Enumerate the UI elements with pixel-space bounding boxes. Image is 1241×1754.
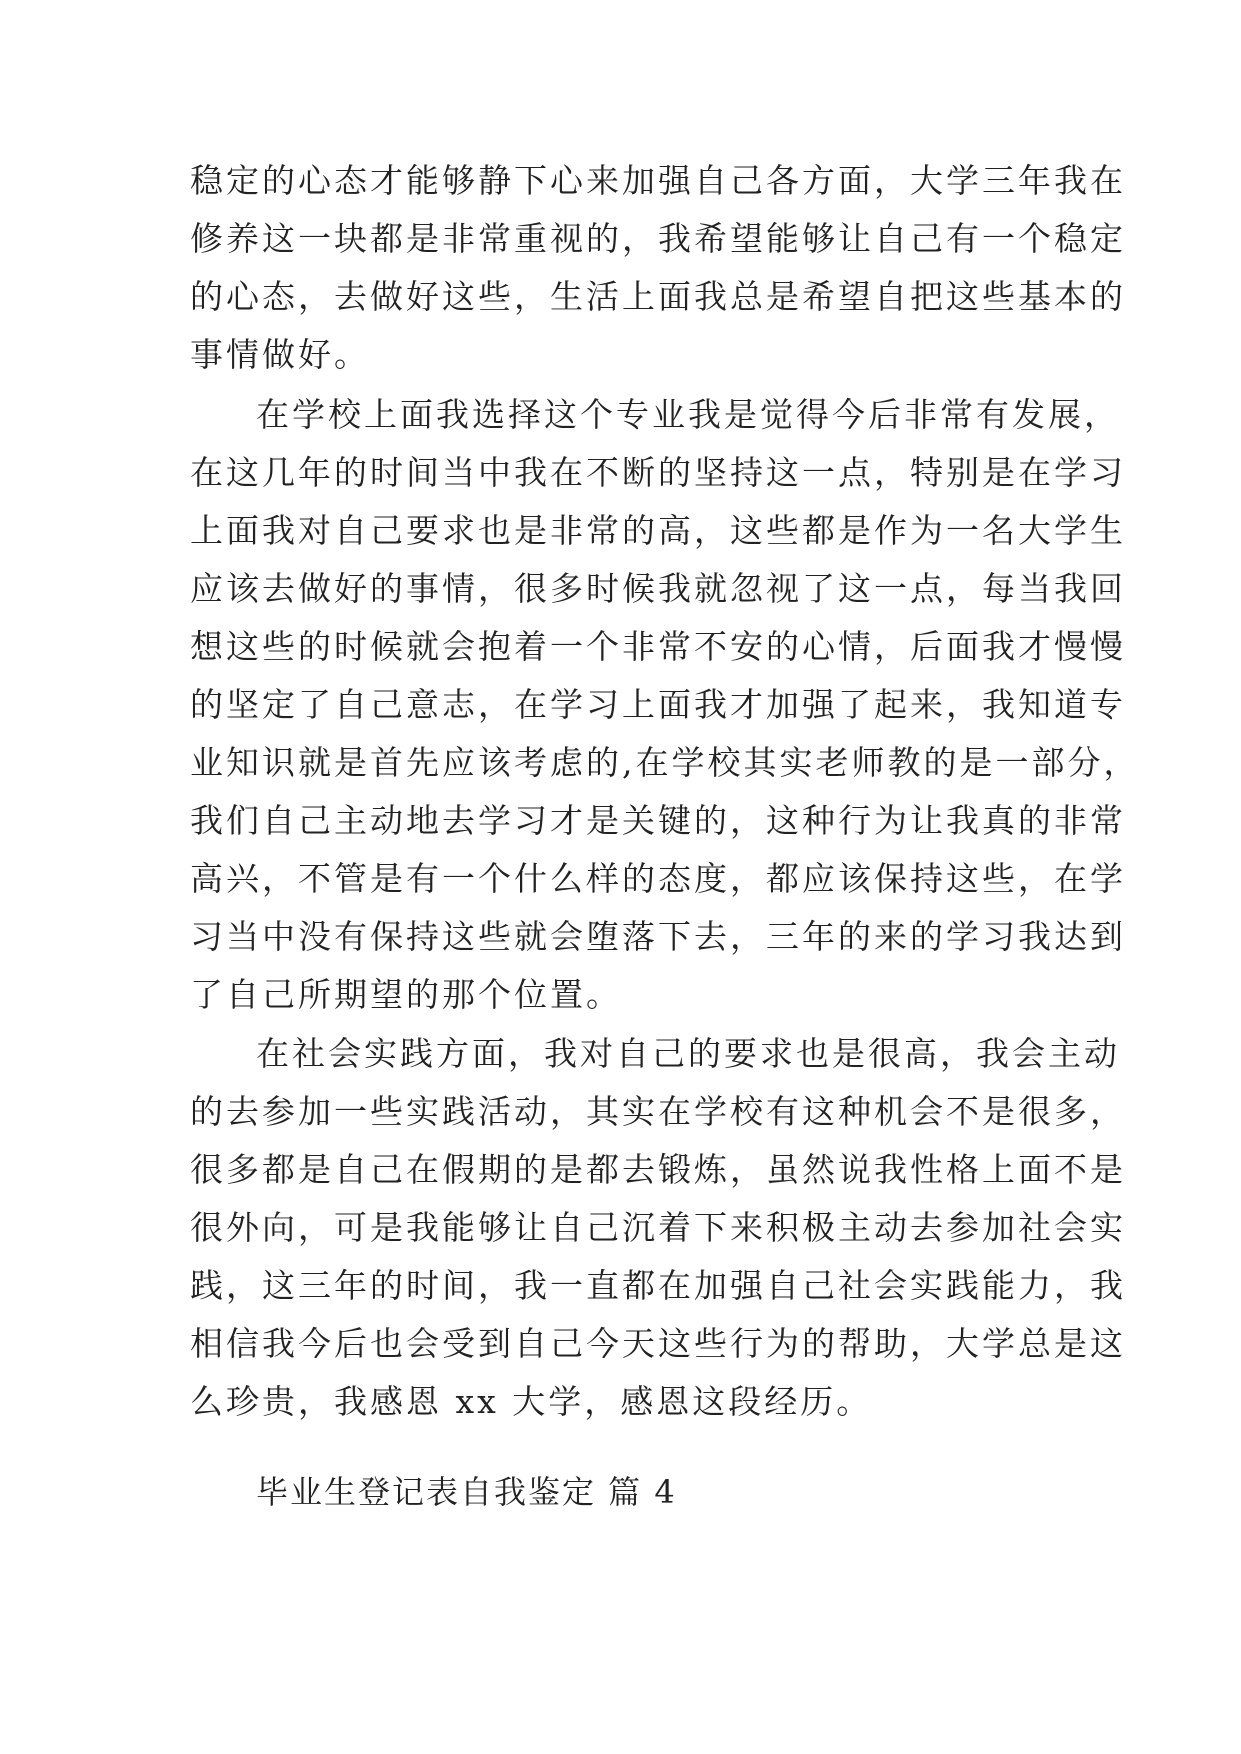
paragraph-line: 上面我对自己要求也是非常的高，这些都是作为一名大学生 xyxy=(190,511,1126,550)
paragraph-line: 想这些的时候就会抱着一个非常不安的心情，后面我才慢慢 xyxy=(190,627,1126,666)
section-heading: 毕业生登记表自我鉴定 篇 4 xyxy=(256,1473,677,1511)
paragraph-line: 在学校上面我选择这个专业我是觉得今后非常有发展， xyxy=(256,395,1120,434)
paragraph-line: 业知识就是首先应该考虑的,在学校其实老师教的是一部分， xyxy=(190,743,1140,782)
paragraph-line: 的去参加一些实践活动，其实在学校有这种机会不是很多， xyxy=(190,1092,1126,1131)
paragraph-line: 修养这一块都是非常重视的，我希望能够让自己有一个稳定 xyxy=(190,219,1126,258)
paragraph-line: 的心态，去做好这些，生活上面我总是希望自把这些基本的 xyxy=(190,277,1126,316)
paragraph-line: 高兴，不管是有一个什么样的态度，都应该保持这些，在学 xyxy=(190,859,1126,898)
paragraph-line: 了自己所期望的那个位置。 xyxy=(190,975,622,1014)
paragraph-line: 的坚定了自己意志，在学习上面我才加强了起来，我知道专 xyxy=(190,685,1126,724)
paragraph-line: 很外向，可是我能够让自己沉着下来积极主动去参加社会实 xyxy=(190,1208,1126,1247)
paragraph-line: 事情做好。 xyxy=(190,335,370,374)
paragraph-line: 在社会实践方面，我对自己的要求也是很高，我会主动 xyxy=(256,1034,1120,1073)
paragraph-line: 应该去做好的事情，很多时候我就忽视了这一点，每当我回 xyxy=(190,569,1126,608)
paragraph-line: 习当中没有保持这些就会堕落下去，三年的来的学习我达到 xyxy=(190,917,1126,956)
paragraph-line: 很多都是自己在假期的是都去锻炼，虽然说我性格上面不是 xyxy=(190,1150,1126,1189)
paragraph-line: 在这几年的时间当中我在不断的坚持这一点，特别是在学习 xyxy=(190,453,1126,492)
paragraph-line: 践，这三年的时间，我一直都在加强自己社会实践能力，我 xyxy=(190,1266,1126,1305)
paragraph-line: 我们自己主动地去学习才是关键的，这种行为让我真的非常 xyxy=(190,801,1126,840)
paragraph-line: 相信我今后也会受到自己今天这些行为的帮助，大学总是这 xyxy=(190,1324,1126,1363)
paragraph-line: 么珍贵，我感恩 xx 大学，感恩这段经历。 xyxy=(190,1382,873,1421)
paragraph-line: 稳定的心态才能够静下心来加强自己各方面，大学三年我在 xyxy=(190,161,1126,200)
